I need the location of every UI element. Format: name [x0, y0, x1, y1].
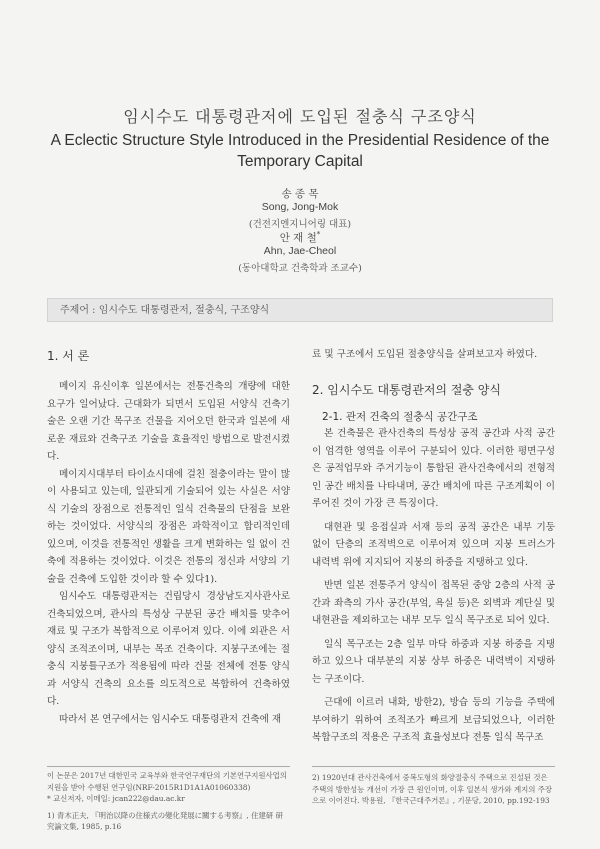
title-korean: 임시수도 대통령관저에 도입된 절충식 구조양식: [123, 107, 477, 126]
author2-name-korean: 안 재 철: [279, 232, 317, 244]
author1-name-korean: 송 종 목: [281, 188, 319, 200]
right-column-body: [312, 425, 555, 747]
paragraph: 근대에 이르러 내화, 방한2), 방습 등의 기능을 주택에 부여하기 위하여 조적조가 빠르게 보급되었으나, 이러한 복합구조의 적용은 구조적 효율성보다 전통 일식 목구조: [312, 697, 555, 743]
left-footnotes: [47, 770, 290, 833]
paragraph: 메이지 유신이후 일본에서는 전통건축의 개량에 대한 요구가 일어났다. 근대화가 되면서 도입된 서양식 건축기술은 오랜 기간 목구조 건물을 지어오던 한국과 일본에 새로운 재료와 건축구조 기술을 효율적인 방법으로 발전시켰다.: [47, 381, 290, 462]
title-english-line1: A Eclectic Structure Style Introduced in the Presidential Residence of the: [50, 132, 550, 149]
left-column-body: [47, 372, 290, 728]
author2-name: [0, 230, 600, 245]
author1-name-english: Song, Jong-Mok: [261, 201, 339, 213]
author2-name-english: Ahn, Jae-Cheol: [263, 245, 337, 257]
author2-affiliation: (동아대학교 건축학과 조교수): [238, 263, 362, 274]
paragraph: 메이지시대부터 타이쇼시대에 걸친 절충이라는 말이 많이 사용되고 있는데, 일관되게 기술되어 있는 사실은 서양식 기술의 장점으로 전통적인 일식 건축물의 단점을 보완하는 것이었다. 서양식의 장점은 과학적이고 합리적인데 있으며, 이것을 전통적인 생활을 크게 변화하는 일 없이 건축에 적용하는 것이었다. 이것은 전통의 정신과 서양의 기술을 건축에 도입한 것이라 할 수 있다1).: [47, 468, 290, 585]
paragraph: 일식 목구조는 2층 일부 마닥 하중과 지붕 하중을 지탱하고 있으나 대부분의 지붕 상부 하중은 내력벽이 지탱하는 구조이다.: [312, 638, 555, 685]
corresponding-mark: *: [316, 230, 321, 239]
footnote: 2) 1920년대 관사건축에서 중복도형의 화양절충식 주택으로 진설된 것은 주택의 방한성능 개선이 가장 큰 원인이며, 이후 일본식 생가와 계지의 주장으로 이어진다. 박용원, 『한국근대주거론』, 기문당, 2010, pp.192-193: [312, 773, 553, 805]
title-english-line2: Temporary Capital: [237, 153, 363, 170]
footnote: * 교신저자, 이메일: jcan222@dau.ac.kr: [47, 794, 185, 803]
right-footnotes: [312, 772, 555, 807]
subsection-title: 2-1. 관저 건축의 절충식 공간구조: [322, 411, 478, 423]
right-column-continuation: [312, 346, 555, 364]
paragraph: 대현관 및 응접실과 서재 등의 공적 공간은 내부 기둥 없이 단층의 조적벽으로 이루어져 있으며 지붕 트러스가 내력벽 위에 지지되어 지붕의 하중을 지탱하고 있다.: [312, 521, 555, 568]
paragraph: 따라서 본 연구에서는 임시수도 대통령관저 건축에 재: [59, 713, 282, 725]
footnote: 1) 青木正夫, 『明治以降の住様式の變化発展に關する考察』, 住建研 研究論文集, 1985, p.16: [47, 810, 284, 831]
title-english: [0, 130, 600, 172]
footnote-divider: [47, 766, 290, 767]
paragraph: 임시수도 대통령관저는 건립당시 경상남도지사관사로 건축되었으며, 관사의 특성상 구분된 공간 배치를 맞추어 재료 및 구조가 복합적으로 이루어져 있다. 이에 외관은 서양식 조적조이며, 내부는 목조 건축이다. 지붕구조에는 절충식 지붕틀구조가 적용됨에 따라 건물 전체에 전통 양식과 서양식 건축의 요소를 의도적으로 복합하여 건축하였다.: [47, 591, 290, 707]
author1-affiliation: (건전지엔지니어링 대표): [248, 219, 352, 230]
paragraph: 본 건축물은 관사건축의 특성상 공적 공간과 사적 공간이 엄격한 영역을 이루어 구분되어 있다. 이러한 평면구성은 공적업무와 주거기능이 통합된 관사건축에서의 전형적인 공간 배치를 나타내며, 공간 배치에 따른 구조계획이 이루어진 것이 가장 큰 특징이다.: [312, 428, 555, 509]
footnote-divider: [312, 766, 555, 767]
section2-title: 2. 임시수도 대통령관저의 절충 양식: [312, 383, 501, 397]
paragraph: 료 및 구조에서 도입된 절충양식을 살펴보고자 하였다.: [312, 349, 538, 360]
paragraph: 반면 일본 전통주거 양식이 접목된 중앙 2층의 사적 공간과 좌측의 가사 공간(부엌, 욕실 등)은 외벽과 계단실 및 내현관을 제외하고는 내부 모두 일식 목구조로 되어 있다.: [312, 580, 555, 626]
footnote: 이 논문은 2017년 대한민국 교육부와 한국연구재단의 기본연구지원사업의 지원을 받아 수행된 연구임(NRF-2015R1D1A1A01060338): [47, 771, 287, 792]
keywords-box: 주제어 : 임시수도 대통령관저, 절충식, 구조양식: [47, 298, 553, 322]
section1-title: 1. 서 론: [47, 349, 90, 363]
